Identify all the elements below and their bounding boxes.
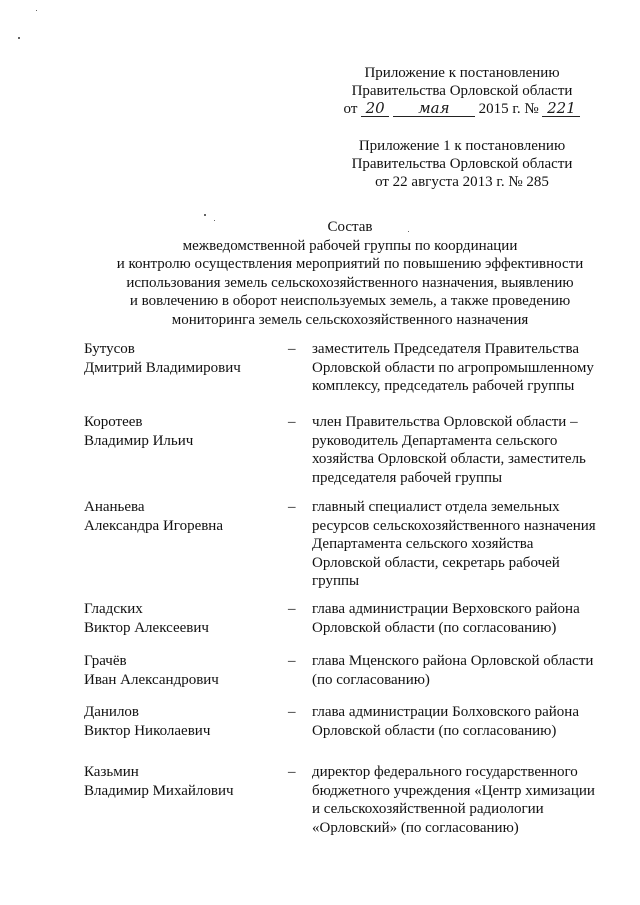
member-surname: Ананьева [84,499,145,515]
title-line: и вовлечению в оборот неиспользуемых земель, а также проведению [129,293,571,309]
role-line: и сельскохозяйственной радиологии [312,801,544,817]
member-dash: – [288,704,296,720]
title-line: Состав [327,219,373,235]
role-line: «Орловский» (по согласованию) [312,819,519,836]
member-surname: Грачёв [84,653,127,669]
member-role [312,652,612,689]
role-line: группы [312,573,360,589]
role-line: хозяйства Орловской области, заместитель [312,451,586,467]
member-given-name: Александра Игоревна [84,517,223,534]
member-role [312,703,612,740]
member-name [84,763,284,800]
role-line: глава администрации Болховского района [312,704,579,720]
role-line: Орловской области (по согласованию) [312,722,557,739]
member-name [84,652,284,689]
role-line: председателя рабочей группы [312,469,503,486]
role-line: ресурсов сельскохозяйственного назначения [312,517,596,534]
scan-speck [204,214,206,216]
member-dash: – [288,601,296,617]
scan-speck [36,10,37,11]
appendix-original-line1: Приложение 1 к постановлению [358,138,566,154]
role-line: бюджетного учреждения «Центр химизации [312,782,595,799]
member-surname: Коротеев [84,414,143,430]
member-name [84,340,284,377]
member-role [312,413,612,487]
member-dash: – [288,341,296,357]
title-line: и контролю осуществления мероприятий по повышению эффективности [116,256,584,272]
member-given-name: Владимир Михайлович [84,782,234,799]
member-surname: Казьмин [84,764,139,780]
from-label: от [343,101,358,117]
appendix-current-line2: Правительства Орловской области [351,83,573,99]
role-line: глава администрации Верховского района [312,601,580,617]
member-name [84,600,284,637]
member-surname: Бутусов [84,341,135,357]
member-role [312,763,612,837]
title-line: использования земель сельскохозяйственного назначения, выявлению [126,274,574,291]
appendix-current-header [342,64,582,118]
appendix-original-line3: от 22 августа 2013 г. № 285 [375,174,549,190]
role-line: комплексу, председатель рабочей группы [312,378,575,394]
member-given-name: Дмитрий Владимирович [84,359,241,376]
member-given-name: Владимир Ильич [84,432,194,449]
role-line: (по согласованию) [312,671,430,688]
member-name [84,703,284,740]
role-line: член Правительства Орловской области – [312,414,578,430]
member-dash: – [288,764,296,780]
appendix-original-header [342,137,582,191]
role-line: Орловской области (по согласованию) [312,619,557,636]
handwritten-number: 221 [542,101,580,117]
member-surname: Гладских [84,601,143,617]
member-given-name: Виктор Николаевич [84,722,211,739]
year-number-label: 2015 г. № [478,101,539,117]
title-line: межведомственной рабочей группы по координации [182,237,518,254]
role-line: заместитель Председателя Правительства [312,341,580,357]
title-line: мониторинга земель сельскохозяйственного назначения [171,311,529,328]
handwritten-month: мая [393,101,475,117]
role-line: директор федерального государственного [312,764,578,780]
role-line: глава Мценского района Орловской области [312,653,594,669]
member-dash: – [288,414,296,430]
document-title [90,218,610,329]
role-line: главный специалист отдела земельных [312,499,560,515]
appendix-current-line1: Приложение к постановлению [364,65,560,81]
member-given-name: Иван Александрович [84,671,219,688]
member-name [84,413,284,450]
member-dash: – [288,499,296,515]
role-line: Департамента сельского хозяйства [312,536,534,552]
member-role [312,498,612,591]
member-dash: – [288,653,296,669]
appendix-original-line2: Правительства Орловской области [351,156,573,172]
member-role [312,600,612,637]
member-name [84,498,284,535]
handwritten-day: 20 [361,101,389,117]
member-role [312,340,612,396]
member-given-name: Виктор Алексеевич [84,619,209,636]
role-line: Орловской области, секретарь рабочей [312,554,560,571]
role-line: Орловской области по агропромышленному [312,359,594,376]
appendix-current-date-line [342,100,582,118]
role-line: руководитель Департамента сельского [312,432,558,449]
scan-speck [18,37,20,39]
member-surname: Данилов [84,704,140,720]
